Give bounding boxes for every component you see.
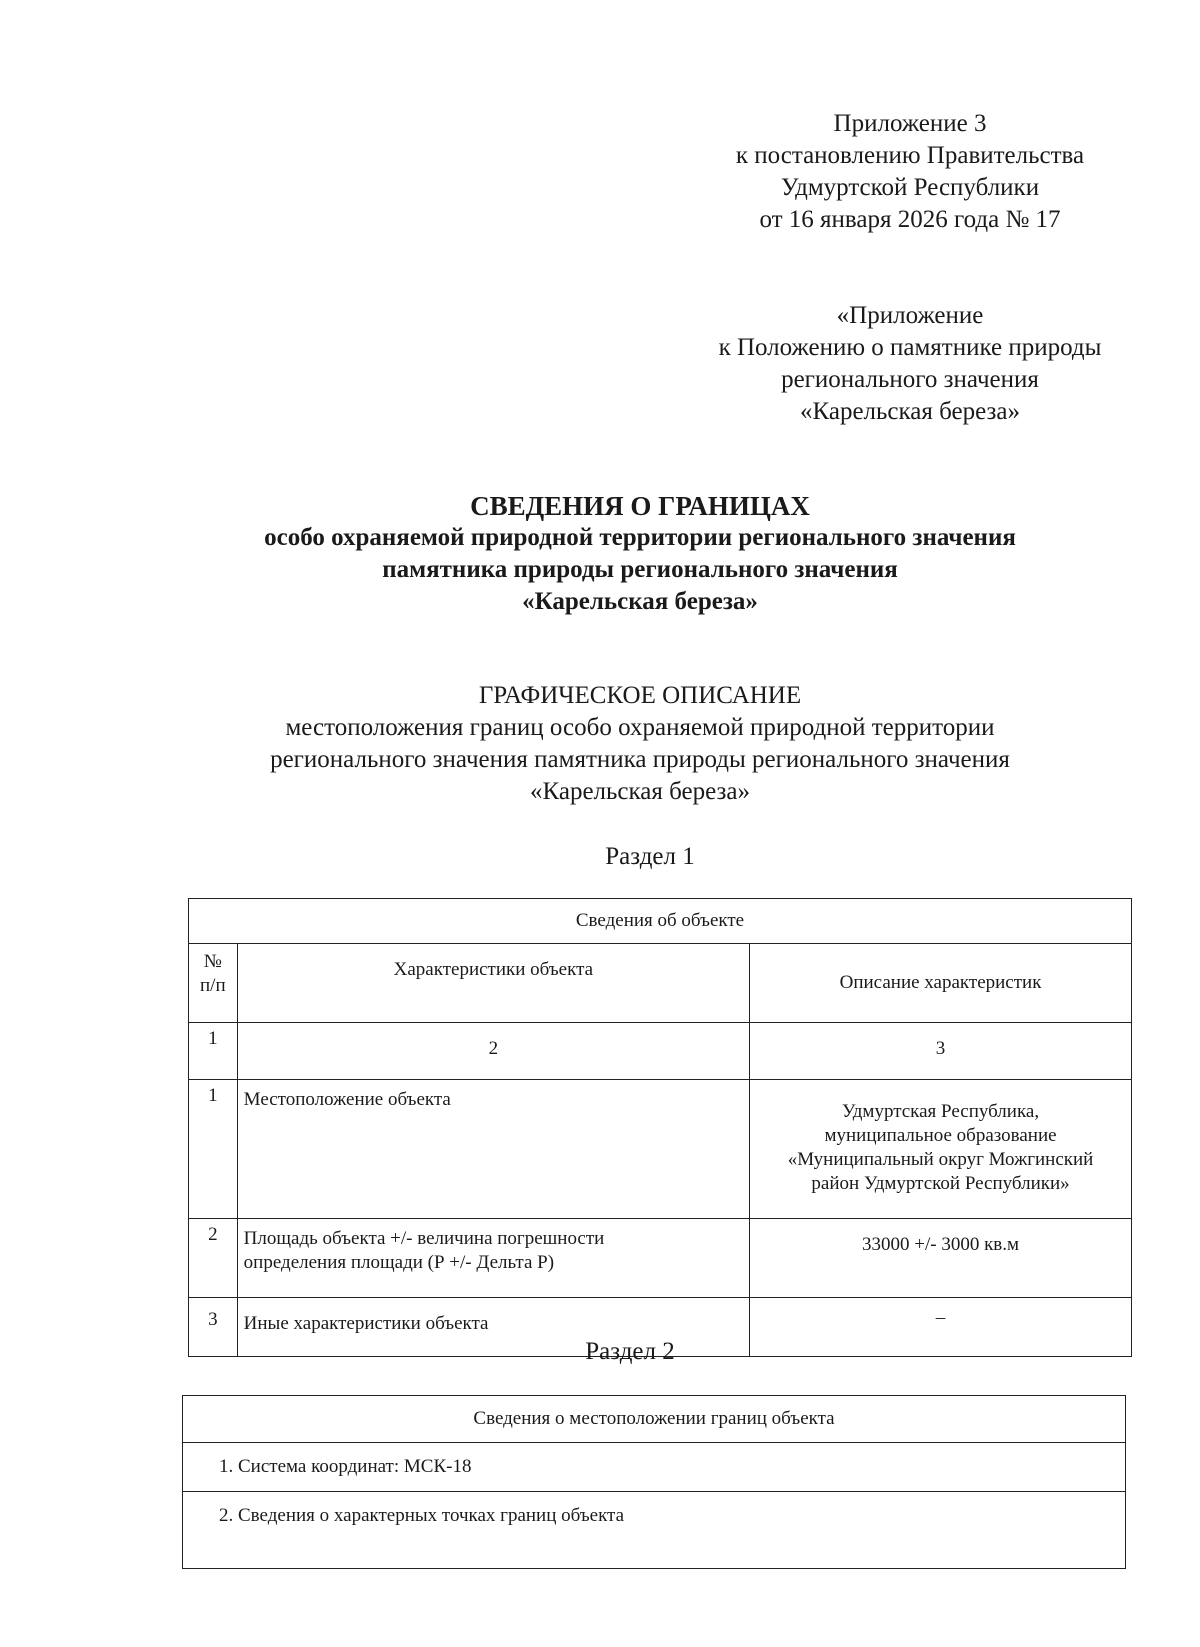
column-header-number-line: п/п [200,975,226,996]
title-line: особо охраняемой природной территории регионального значения [264,524,1016,551]
row-characteristic-line: определения площади (Р +/- Дельта Р) [243,1252,555,1273]
row-number: 3 [189,1298,238,1357]
table-column-numbers-row [189,1023,1132,1080]
row-description [750,1080,1132,1219]
row-description-line: район Удмуртской Республики» [811,1173,1070,1194]
row-characteristic: Местоположение объекта [237,1080,749,1219]
coordinate-system-row: 1. Система координат: МСК-18 [183,1443,1126,1492]
section-1-heading: Раздел 1 [605,843,695,870]
regulation-appendix-line: к Положению о памятнике природы [718,334,1102,361]
row-description-line: муниципальное образование [824,1125,1057,1146]
document-title [200,490,1080,618]
table-row [183,1443,1126,1492]
row-characteristic-line: Площадь объекта +/- величина погрешности [243,1228,605,1249]
boundary-points-row: 2. Сведения о характерных точках границ объекта [183,1492,1126,1569]
table-caption-row [189,899,1132,944]
boundary-info-table [182,1395,1126,1569]
table-row [189,1219,1132,1298]
row-description-line: «Муниципальный округ Можгинский [787,1149,1094,1170]
row-description: – [750,1298,1132,1357]
graphic-description-line: местоположения границ особо охраняемой природной территории [285,714,995,741]
column-header-characteristics: Характеристики объекта [237,944,749,1023]
graphic-description [160,680,1120,808]
graphic-description-heading: ГРАФИЧЕСКОЕ ОПИСАНИЕ [478,682,802,709]
graphic-description-line: регионального значения памятника природы регионального значения [270,746,1010,773]
section-2-heading: Раздел 2 [585,1338,675,1365]
row-number: 2 [189,1219,238,1298]
column-header-number-line: № [203,951,222,972]
column-number: 2 [237,1023,749,1080]
appendix-header [690,108,1130,236]
column-number: 1 [189,1023,238,1080]
row-description: 33000 +/- 3000 кв.м [750,1219,1132,1298]
column-header-number [189,944,238,1023]
row-characteristic: Иные характеристики объекта [237,1298,749,1357]
table-row [183,1492,1126,1569]
title-line: «Карельская береза» [522,588,758,615]
regulation-appendix-line: «Приложение [836,302,984,329]
object-info-table [188,898,1132,1357]
appendix-line: Приложение 3 [833,110,987,137]
row-description-line: Удмуртская Республика, [841,1101,1040,1122]
column-header-description: Описание характеристик [750,944,1132,1023]
table-header-row [189,944,1132,1023]
regulation-appendix-line: «Карельская береза» [800,398,1020,425]
regulation-appendix-header [672,300,1148,428]
column-number: 3 [750,1023,1132,1080]
appendix-line: от 16 января 2026 года № 17 [759,206,1061,233]
appendix-line: к постановлению Правительства [735,142,1085,169]
row-characteristic [237,1219,749,1298]
table-row [189,1080,1132,1219]
title-line: памятника природы регионального значения [382,556,898,583]
row-number: 1 [189,1080,238,1219]
table-caption: Сведения о местоположении границ объекта [183,1396,1126,1443]
table-caption: Сведения об объекте [189,899,1132,944]
graphic-description-line: «Карельская береза» [530,778,750,805]
table-caption-row [183,1396,1126,1443]
title-main: СВЕДЕНИЯ О ГРАНИЦАХ [470,491,810,521]
appendix-line: Удмуртской Республики [780,174,1040,201]
regulation-appendix-line: регионального значения [781,366,1039,393]
